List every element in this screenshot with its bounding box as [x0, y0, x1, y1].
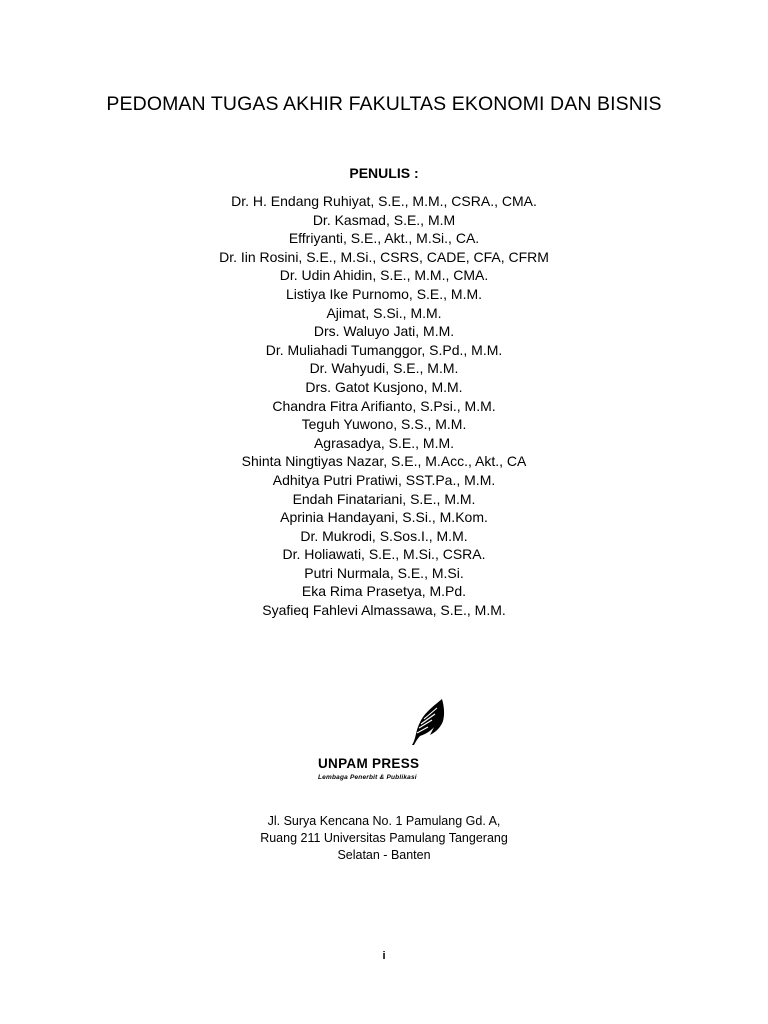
- author-item: Teguh Yuwono, S.S., M.M.: [301, 416, 467, 433]
- publisher-logo: [318, 698, 448, 788]
- publisher-tagline: Lembaga Penerbit & Publikasi: [318, 774, 417, 781]
- author-item: Putri Nurmala, S.E., M.Si.: [304, 564, 464, 581]
- author-item: Aprinia Handayani, S.Si., M.Kom.: [280, 509, 488, 526]
- author-item: Shinta Ningtiyas Nazar, S.E., M.Acc., Akt., CA: [241, 453, 527, 470]
- publisher-address: [0, 813, 768, 864]
- author-item: Effriyanti, S.E., Akt., M.Si., CA.: [288, 230, 480, 247]
- page-number: i: [382, 950, 386, 962]
- author-item: Dr. Iin Rosini, S.E., M.Si., CSRS, CADE, CFA, CFRM: [219, 248, 549, 265]
- quill-feather-icon: [406, 698, 448, 746]
- address-line: Ruang 211 Universitas Pamulang Tangerang: [260, 831, 508, 845]
- author-item: Adhitya Putri Pratiwi, SST.Pa., M.M.: [272, 471, 496, 488]
- publisher-name: UNPAM PRESS: [318, 756, 420, 771]
- author-item: Drs. Gatot Kusjono, M.M.: [305, 378, 463, 395]
- author-list: [0, 192, 768, 620]
- author-item: Dr. Muliahadi Tumanggor, S.Pd., M.M.: [265, 341, 503, 358]
- author-item: Agrasadya, S.E., M.M.: [313, 434, 455, 451]
- author-item: Dr. Holiawati, S.E., M.Si., CSRA.: [282, 546, 486, 563]
- author-item: Dr. Mukrodi, S.Sos.I., M.M.: [300, 527, 468, 544]
- author-item: Drs. Waluyo Jati, M.M.: [313, 323, 455, 340]
- author-item: Dr. H. Endang Ruhiyat, S.E., M.M., CSRA., CMA.: [231, 193, 537, 209]
- author-item: Chandra Fitra Arifianto, S.Psi., M.M.: [272, 397, 496, 414]
- author-item: Listiya Ike Purnomo, S.E., M.M.: [285, 285, 483, 302]
- author-item: Dr. Kasmad, S.E., M.M: [312, 211, 456, 228]
- author-item: Endah Finatariani, S.E., M.M.: [292, 490, 476, 507]
- authors-heading: PENULIS :: [349, 165, 419, 181]
- address-line: Selatan - Banten: [337, 848, 431, 862]
- author-item: Eka Rima Prasetya, M.Pd.: [301, 583, 467, 600]
- author-item: Dr. Wahyudi, S.E., M.M.: [309, 360, 459, 377]
- author-item: Syafieq Fahlevi Almassawa, S.E., M.M.: [262, 602, 506, 619]
- address-line: Jl. Surya Kencana No. 1 Pamulang Gd. A,: [267, 814, 501, 828]
- author-item: Ajimat, S.Si., M.M.: [326, 304, 442, 321]
- author-item: Dr. Udin Ahidin, S.E., M.M., CMA.: [279, 267, 489, 284]
- document-title: PEDOMAN TUGAS AKHIR FAKULTAS EKONOMI DAN BISNIS: [106, 93, 662, 115]
